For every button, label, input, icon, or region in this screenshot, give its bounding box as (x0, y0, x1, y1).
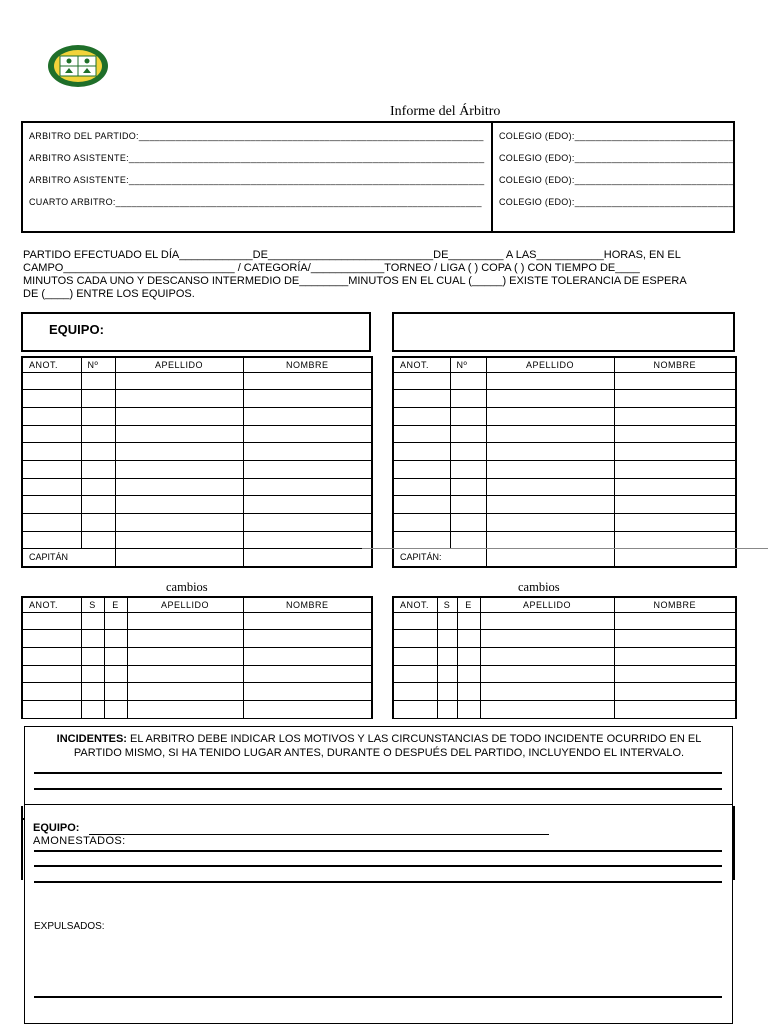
match-details-line[interactable]: DE (____) ENTRE LOS EQUIPOS. (23, 288, 195, 300)
table-row[interactable] (393, 531, 736, 549)
team-b-changes-title: cambios (518, 580, 560, 594)
league-logo (47, 44, 109, 88)
table-row[interactable] (393, 478, 736, 496)
table-row[interactable] (22, 683, 372, 701)
expelled-line[interactable] (34, 996, 722, 998)
col-header-s: S (81, 597, 104, 612)
table-row[interactable] (22, 460, 372, 478)
table-row[interactable] (22, 496, 372, 514)
col-header-e: E (457, 597, 480, 612)
referee-main-field[interactable]: ARBITRO DEL PARTIDO:_________________________________________________________________ (29, 131, 484, 141)
table-row[interactable] (393, 683, 736, 701)
table-row[interactable] (22, 372, 372, 390)
incidents-line[interactable] (34, 788, 722, 790)
table-row[interactable] (22, 612, 372, 630)
table-row[interactable] (393, 443, 736, 461)
document-title: Informe del Árbitro (390, 104, 501, 119)
team-b-changes-table (392, 596, 737, 719)
captain-label: CAPITÁN (22, 549, 115, 567)
table-row[interactable] (393, 647, 736, 665)
col-header-name: NOMBRE (243, 597, 372, 612)
match-details-line[interactable]: CAMPO____________________________ / CATEGORÍA/____________TORNEO / LIGA ( ) COPA ( ) CON TIEMPO DE____ (23, 262, 640, 274)
table-row[interactable] (22, 665, 372, 683)
table-row[interactable] (22, 425, 372, 443)
team-b-name-box[interactable] (392, 312, 735, 352)
col-header-surname: APELLIDO (480, 597, 614, 612)
col-header-s: S (437, 597, 457, 612)
table-row[interactable] (22, 700, 372, 718)
captain-row[interactable] (22, 549, 372, 567)
college-field-4[interactable]: COLEGIO (EDO):______________________________ (499, 197, 734, 207)
table-row[interactable] (22, 407, 372, 425)
team-b-roster-table (392, 356, 737, 568)
changes-header-row (393, 597, 736, 612)
team-a-changes-table (21, 596, 373, 719)
team-a-changes-title: cambios (166, 580, 208, 594)
assistant-referee-1-field[interactable]: ARBITRO ASISTENTE:___________________________________________________________________ (29, 153, 485, 163)
col-header-number: Nº (450, 357, 486, 372)
table-row[interactable] (393, 390, 736, 408)
assistant-referee-2-field[interactable]: ARBITRO ASISTENTE:___________________________________________________________________ (29, 175, 485, 185)
roster-header-row (393, 357, 736, 372)
match-details-line[interactable]: MINUTOS CADA UNO Y DESCANSO INTERMEDIO DE________MINUTOS EN EL CUAL (_____) EXISTE TOLERANCIA DE ESPERA (23, 275, 687, 287)
incidents-instructions (34, 732, 724, 760)
col-header-surname: APELLIDO (127, 597, 243, 612)
incidents-text: EL ARBITRO DEBE INDICAR LOS MOTIVOS Y LAS CIRCUNSTANCIAS DE TODO INCIDENTE OCURRIDO EN EL PARTIDO MISMO, SI HA TENIDO LUGAR ANTES, DURANTE O DESPUÉS DEL PARTIDO, INCLUYENDO EL INTERVALO. (73, 733, 702, 759)
table-row[interactable] (22, 531, 372, 549)
table-row[interactable] (393, 496, 736, 514)
team-a-name-box[interactable] (21, 312, 371, 352)
col-header-surname: APELLIDO (486, 357, 614, 372)
col-header-surname: APELLIDO (115, 357, 243, 372)
discipline-panel (24, 804, 733, 1024)
col-header-anot: ANOT. (393, 597, 437, 612)
referees-divider (491, 121, 493, 233)
cautioned-line[interactable] (34, 881, 722, 883)
col-header-name: NOMBRE (243, 357, 372, 372)
table-row[interactable] (393, 665, 736, 683)
expelled-label: EXPULSADOS: (34, 921, 105, 932)
table-row[interactable] (393, 612, 736, 630)
table-row[interactable] (22, 514, 372, 532)
team-a-roster-table (21, 356, 373, 568)
table-row[interactable] (22, 647, 372, 665)
table-row[interactable] (22, 630, 372, 648)
changes-header-row (22, 597, 372, 612)
cautioned-line[interactable] (34, 850, 722, 852)
discipline-team-label: EQUIPO: (33, 822, 80, 834)
col-header-e: E (104, 597, 127, 612)
col-header-anot: ANOT. (22, 597, 81, 612)
col-header-name: NOMBRE (614, 357, 736, 372)
table-row[interactable] (393, 460, 736, 478)
table-row[interactable] (22, 478, 372, 496)
fourth-referee-field[interactable]: CUARTO ARBITRO:_____________________________________________________________________ (29, 197, 482, 207)
cautioned-label: AMONESTADOS: (33, 835, 126, 847)
match-details-line[interactable]: PARTIDO EFECTUADO EL DÍA____________DE___________________________DE_________ A LAS___________HORAS, EN EL (23, 249, 681, 261)
table-row[interactable] (393, 425, 736, 443)
col-header-anot: ANOT. (393, 357, 450, 372)
discipline-team-field[interactable] (89, 834, 549, 835)
incidents-label: INCIDENTES: (56, 733, 127, 745)
table-row[interactable] (22, 390, 372, 408)
table-row[interactable] (393, 700, 736, 718)
incidents-line[interactable] (34, 772, 722, 774)
match-details-paragraph (23, 249, 737, 301)
table-row[interactable] (393, 407, 736, 425)
college-field-1[interactable]: COLEGIO (EDO):______________________________ (499, 131, 734, 141)
col-header-anot: ANOT. (22, 357, 81, 372)
table-row[interactable] (393, 514, 736, 532)
table-row[interactable] (393, 372, 736, 390)
col-header-name: NOMBRE (614, 597, 736, 612)
college-field-3[interactable]: COLEGIO (EDO):______________________________ (499, 175, 734, 185)
captain-row[interactable] (393, 549, 736, 567)
cautioned-line[interactable] (34, 865, 722, 867)
captain-label: CAPITÁN: (393, 549, 486, 567)
team-a-label: EQUIPO: (49, 322, 104, 337)
roster-header-row (22, 357, 372, 372)
stray-line (362, 548, 768, 549)
table-row[interactable] (393, 630, 736, 648)
college-field-2[interactable]: COLEGIO (EDO):______________________________ (499, 153, 734, 163)
incidents-panel (24, 726, 733, 806)
col-header-number: Nº (81, 357, 115, 372)
table-row[interactable] (22, 443, 372, 461)
referees-box (21, 121, 735, 233)
